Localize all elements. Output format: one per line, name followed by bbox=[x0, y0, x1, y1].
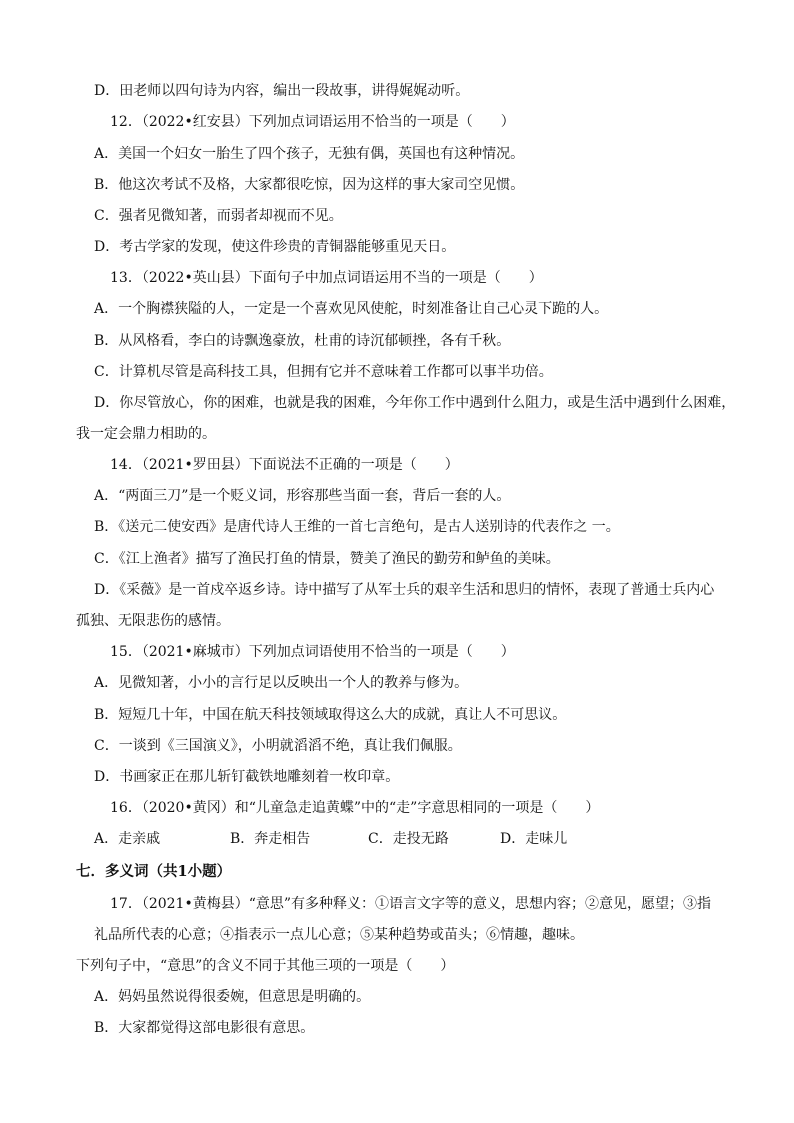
q15-option-c: C．一谈到《三国演义》，小明就滔滔不绝，真让我们佩服。 bbox=[94, 738, 462, 754]
q12-stem: 12．（2022•红安县）下列加点词语运用不恰当的一项是（ ） bbox=[110, 114, 515, 130]
q12-option-a: A．美国一个妇女一胎生了四个孩子，无独有偶，英国也有这种情况。 bbox=[94, 146, 525, 162]
q16-option-d: D．走味儿 bbox=[500, 831, 568, 847]
q14-option-a: A．“两面三刀”是一个贬义词，形容那些当面一套，背后一套的人。 bbox=[94, 488, 511, 504]
q17-option-a: A．妈妈虽然说得很委婉，但意思是明确的。 bbox=[94, 989, 371, 1005]
q15-option-a: A．见微知著，小小的言行足以反映出一个人的教养与修为。 bbox=[94, 675, 469, 691]
q12-option-b: B．他这次考试不及格，大家都很吃惊，因为这样的事大家司空见惯。 bbox=[94, 177, 525, 193]
q17-prompt: 下列句子中，“意思”的含义不同于其他三项的一项是（ ） bbox=[76, 958, 455, 974]
q15-stem: 15．（2021•麻城市）下列加点词语使用不恰当的一项是（ ） bbox=[110, 644, 515, 660]
q14-option-d: D．《采薇》是一首戍卒返乡诗。诗中描写了从军士兵的艰辛生活和思归的情怀，表现了普通士兵内心 bbox=[94, 582, 715, 598]
q17-stem: 17．（2021•黄梅县）“意思”有多种释义：①语言文字等的意义，思想内容；②意见，愿望；③指 bbox=[110, 896, 712, 912]
q16-option-a: A．走亲戚 bbox=[94, 831, 161, 847]
q15-option-d: D．书画家正在那儿斩钉截铁地雕刻着一枚印章。 bbox=[94, 769, 400, 785]
q13-option-c: C．计算机尽管是高科技工具，但拥有它并不意味着工作都可以事半功倍。 bbox=[94, 364, 553, 380]
q13-option-b: B．从风格看，李白的诗飘逸豪放，杜甫的诗沉郁顿挫，各有千秋。 bbox=[94, 333, 511, 349]
q16-stem: 16．（2020•黄冈）和“儿童急走追黄蝶”中的“走”字意思相同的一项是（ ） bbox=[110, 800, 600, 816]
q13-option-a: A．一个胸襟狭隘的人，一定是一个喜欢见风使舵，时刻准备让自己心灵下跪的人。 bbox=[94, 301, 609, 317]
q17-stem-cont: 礼品所代表的心意；④指表示一点儿心意；⑤某种趋势或苗头；⑥情趣，趣味。 bbox=[94, 927, 584, 943]
q17-option-b: B．大家都觉得这部电影很有意思。 bbox=[94, 1020, 315, 1036]
q12-option-d: D．考古学家的发现，使这件珍贵的青铜器能够重见天日。 bbox=[94, 239, 456, 255]
q12-option-c: C．强者见微知著，而弱者却视而不见。 bbox=[94, 208, 343, 224]
q13-option-d-cont: 我一定会鼎力相助的。 bbox=[76, 426, 216, 442]
q14-option-b: B．《送元二使安西》是唐代诗人王维的一首七言绝句，是古人送别诗的代表作之 一。 bbox=[94, 519, 620, 535]
q16-option-b: B．奔走相告 bbox=[230, 831, 311, 847]
q13-option-d: D．你尽管放心，你的困难，也就是我的困难，今年你工作中遇到什么阻力，或是生活中遇到什么困难， bbox=[94, 395, 736, 411]
q14-stem: 14．（2021•罗田县）下面说法不正确的一项是（ ） bbox=[110, 457, 459, 473]
q14-option-c: C．《江上渔者》描写了渔民打鱼的情景，赞美了渔民的勤劳和鲈鱼的美味。 bbox=[94, 551, 560, 567]
q15-option-b: B．短短几十年，中国在航天科技领域取得这么大的成就，真让人不可思议。 bbox=[94, 707, 567, 723]
q11-option-d: D．田老师以四句诗为内容，编出一段故事，讲得娓娓动听。 bbox=[94, 83, 470, 99]
q13-stem: 13．（2022•英山县）下面句子中加点词语运用不当的一项是（ ） bbox=[110, 270, 543, 286]
section-title: 七．多义词（共1小题） bbox=[76, 863, 232, 880]
q14-option-d-cont: 孤独、无限悲伤的感情。 bbox=[76, 613, 230, 629]
q16-option-c: C．走投无路 bbox=[368, 831, 449, 847]
